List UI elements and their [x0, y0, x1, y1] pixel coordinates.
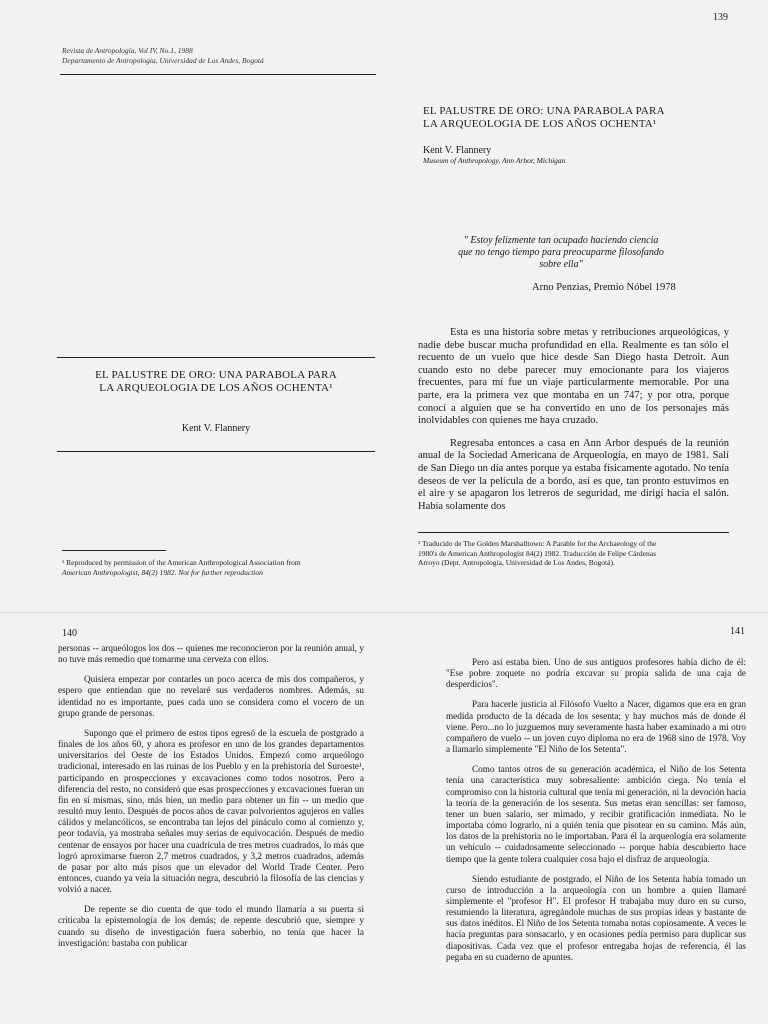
- right-title-line1: EL PALUSTRE DE ORO: UNA PARABOLA PARA: [423, 105, 665, 117]
- title-rule-bottom: [57, 451, 375, 452]
- left-footnote-rule: [62, 550, 166, 551]
- right-author: Kent V. Flannery: [423, 145, 492, 156]
- epigraph-line1: " Estoy felizmente tan ocupado haciendo ciencia: [463, 235, 659, 246]
- left-title-block: [57, 369, 375, 434]
- right-footnote: [418, 539, 732, 568]
- right-body-paragraph-1: Esta es una historia sobre metas y retribuciones arqueológicas, y nadie debe buscar mucha profundidad en ella. Realmente es tan sólo el recuento de un vuelo que hice desde San Diego hasta Detroit. Aun cuando esto no debe parecer muy emocionante para los viajeros frecuentes, para mí fue un viaje particularmente memorable. Por una parte, era la primera vez que montaba en un 747; y por otra, porque conocí a alguien que se ha convertido en uno de los personajes más inolvidables con quienes me haya cruzado.: [418, 327, 729, 427]
- left-footnote: [62, 558, 380, 577]
- page-number-141: 141: [730, 626, 745, 637]
- spread-divider: [0, 612, 768, 613]
- right-footnote-line2: 1980's de American Anthropologist 84(2) 1982. Traducción de Felipe Cárdenas: [418, 548, 656, 558]
- right-footnote-line3: Arroyo (Dept. Antropología, Universidad de Los Andes, Bogotá).: [418, 558, 615, 567]
- page-140-paragraph-2: Quisiera empezar por contarles un poco acerca de mis dos compañeros, y espero que entiendan que no revelaré sus verdaderos nombres. Además, su identidad no es importante, pues cada uno se considera como el vocero de un grupo grande de personas.: [58, 674, 364, 718]
- page-number-140: 140: [62, 628, 77, 639]
- page-141-paragraph-4: Siendo estudiante de postgrado, el Niño de los Setenta había tomado un curso de introducción a la arqueología con un hombre a quien llamaré simplemente el "profesor H". El profesor H trabajaba muy duro en su curso, resumiendo la literatura, agregándole muchas de sus propias ideas y bastante de sus datos inéditos. El Niño de los Setenta tomaba notas copiosamente. A veces le hacía preguntas para sonsacarlo, y en ocasiones pedía permiso para duplicar sus diapositivas. Cada vez que el profesor entregaba hojas de referencia, él las pegaba en su cuaderno de apuntes.: [446, 873, 746, 962]
- left-footnote-line1: ¹ Reproduced by permission of the American Anthropological Association from: [62, 558, 301, 567]
- page-141-paragraph-2: Para hacerle justicia al Filósofo Vuelto a Nacer, digamos que era en gran medida producto de la década de los sesenta; y hay muchos más de donde él viene. Pero...no lo juzguemos muy severamente hasta haber examinado a mi otro compañero de vuelo -- un joven cuyo diploma no era de 1968 sino de 1978. Voy a llamarlo simplemente "El Niño de los Setenta".: [446, 699, 746, 755]
- page-141-paragraph-1: Pero así estaba bien. Uno de sus antiguos profesores había dicho de él: "Ese pobre zoquete no podría excavar su propia salida de una caja de desperdicios".: [446, 657, 746, 690]
- left-title-line1: EL PALUSTRE DE ORO: UNA PARABOLA PARA: [95, 369, 337, 381]
- page-140-paragraph-1: personas -- arqueólogos los dos -- quienes me reconocieron por la reunión anual, y no tuve más remedio que tomarme una cerveza con ellos.: [58, 643, 364, 665]
- epigraph: [436, 235, 686, 271]
- page-140-paragraph-3: Supongo que el primero de estos tipos egresó de la escuela de postgrado a finales de los años 60, y ahora es profesor en uno de los grandes departamentos universitarios del Oeste de los Estados Unidos. Empezó como arqueólogo tradicional, interesado en las ruinas de los Pueblo y en la prehistoria del Suroeste¹, participando en prospecciones y excavaciones como todos nosotros. Pero a diferencia del resto, no consideró que esas prospecciones y excavaciones fueran un fin en sí mismas, sino, más bien, un medio para obtener un fin -- un medio que resultó muy lento. Después de pocos años de cavar polvorientos agujeros en valles cálidos y melancólicos, se encontraba tan lejos del pináculo como al comienzo y, peor todavía, ya mostraba señales muy serias de equivocación. Después de medio centenar de ensayos por hacer una cuadrícula de tres metros cuadrados, lo más que logró aproximarse fueron 2,7 metros cuadrados, y 3,2 metros cuadrados, además de pasar por alto más pisos que un elevador del World Trade Center. Pero entonces, cuando ya veía la situación negra, descubrió la filosofía de las ciencias y volvió a nacer.: [58, 727, 364, 895]
- right-affiliation: Museum of Anthropology, Ann Arbor, Michigan: [423, 156, 566, 165]
- page-141-body: [446, 657, 746, 1024]
- right-title-line2: LA ARQUEOLOGIA DE LOS AÑOS OCHENTA¹: [423, 118, 657, 130]
- page-140-body: [58, 643, 364, 1024]
- right-body: [418, 327, 729, 513]
- journal-header: [62, 46, 264, 66]
- right-footnote-line1: ¹ Traducido de The Golden Marshalltown: A Parable for the Archaeology of the: [418, 539, 657, 548]
- page-140-paragraph-4: De repente se dio cuenta de que todo el mundo llamaría a su puerta si criticaba la epistemología de los demás; de repente descubrió que, siempre y cuando su diseño de investigación fuera soberbio, no tenía que hacer la investigación: bastaba con publicar: [58, 904, 364, 948]
- journal-header-line2: Departamento de Antropología, Universidad de Los Andes, Bogotá: [62, 56, 264, 65]
- journal-header-line1: Revista de Antropología, Vol IV, No.1, 1988: [62, 46, 193, 55]
- epigraph-line2: que no tengo tiempo para preocuparme filosofando: [458, 247, 664, 258]
- right-title-block: [423, 105, 733, 165]
- epigraph-line3: sobre ella": [539, 259, 583, 270]
- page-141-paragraph-3: Como tantos otros de su generación académica, el Niño de los Setenta tenía una característica muy sobresaliente: ambición ciega. No tenía el compromiso con la historia cultural que tenía mi generación, ni la devoción hacia la teoría de la generación de los sesenta. Sus metas eran sencillas: ser famoso, tener un buen salario, ser mimado, y recibir gratificación inmediata. No le importaba cómo lograrlo, ni a quién tenía que pisotear en su camino. Más aún, los datos de la prehistoria no le importaban. Para él la arqueología era solamente un vehículo -- cuidadosamente seleccionado -- porque había descubierto hace tiempo que la gente tolera cualquier cosa bajo el disfraz de arqueología.: [446, 764, 746, 864]
- title-rule-top: [57, 357, 375, 358]
- left-title-line2: LA ARQUEOLOGIA DE LOS AÑOS OCHENTA¹: [99, 382, 333, 394]
- left-footnote-line2: American Anthropologist, 84(2) 1982. Not for further reproduction: [62, 567, 263, 577]
- page-number-139: 139: [713, 12, 728, 23]
- epigraph-attribution: Arno Penzias, Premio Nóbel 1978: [532, 282, 676, 293]
- left-author: Kent V. Flannery: [181, 423, 251, 434]
- right-body-paragraph-2: Regresaba entonces a casa en Ann Arbor después de la reunión anual de la Sociedad Americana de Arqueología, en mayo de 1981. Salí de San Diego un día antes porque ya estaba físicamente agotado. No tenía deseos de ver la película de a bordo, así es que, tan pronto estuvimos en el aire y se apagaron los letreros de seguridad, me dirigí hacia el salón. Había solamente dos: [418, 437, 729, 512]
- right-footnote-rule: [418, 532, 729, 533]
- header-rule: [60, 74, 376, 75]
